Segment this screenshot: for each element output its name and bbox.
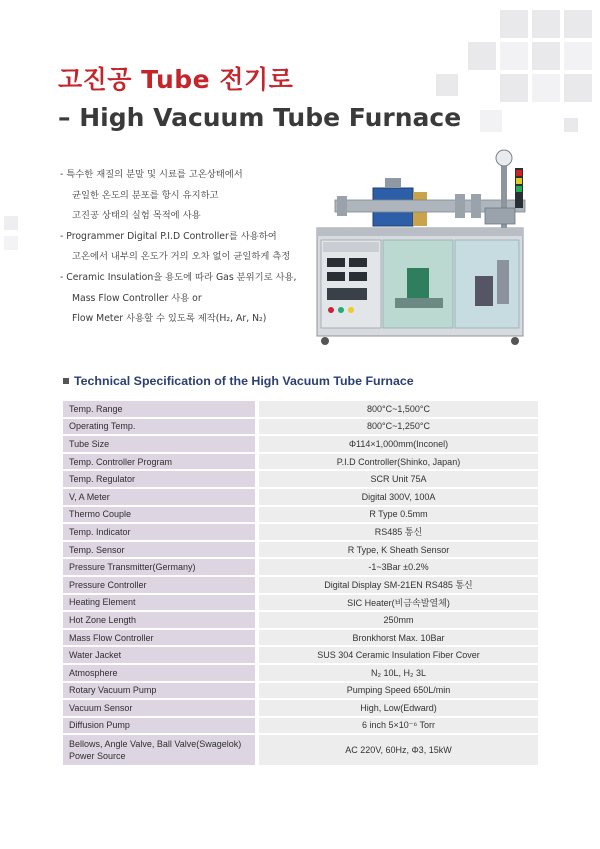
table-row [63, 507, 538, 523]
table-row [63, 595, 538, 611]
table-row [63, 683, 538, 699]
spec-key: Hot Zone Length [63, 612, 255, 628]
spec-value: Bronkhorst Max. 10Bar [255, 630, 538, 646]
spec-value: High, Low(Edward) [255, 700, 538, 716]
spec-key: V, A Meter [63, 489, 255, 505]
spec-key: Heating Element [63, 595, 255, 611]
table-row [63, 471, 538, 487]
feature-item: 고온에서 내부의 온도가 거의 오차 없이 균일하게 측정 [72, 251, 291, 263]
spec-key: Atmosphere [63, 665, 255, 681]
page-title-korean: 고진공 Tube 전기로 [58, 65, 294, 94]
table-row [63, 419, 538, 435]
spec-section-heading [63, 374, 414, 388]
spec-value: 800°C~1,250°C [255, 419, 538, 435]
spec-key: Operating Temp. [63, 419, 255, 435]
feature-item: 균일한 온도의 분포를 항시 유지하고 [72, 189, 219, 201]
feature-list [60, 165, 320, 330]
feature-item: - 특수한 재질의 분말 및 시료를 고온상태에서 [60, 169, 243, 180]
spec-key: Diffusion Pump [63, 718, 255, 734]
spec-key: Temp. Range [63, 401, 255, 417]
table-row [63, 542, 538, 558]
decorative-square-pattern [380, 0, 600, 170]
spec-value: 800°C~1,500°C [255, 401, 538, 417]
table-row [63, 718, 538, 734]
spec-value: SCR Unit 75A [255, 471, 538, 487]
spec-key: Temp. Sensor [63, 542, 255, 558]
spec-key-line: Bellows, Angle Valve, Ball Valve(Swagelok) [69, 739, 242, 750]
spec-key: Pressure Transmitter(Germany) [63, 559, 255, 575]
spec-key: Thermo Couple [63, 507, 255, 523]
spec-key: Temp. Regulator [63, 471, 255, 487]
spec-value: 250mm [255, 612, 538, 628]
table-row [63, 436, 538, 452]
table-row [63, 524, 538, 540]
feature-item: - Programmer Digital P.I.D Controller를 사용하여 [60, 230, 277, 242]
spec-value: P.I.D Controller(Shinko, Japan) [255, 454, 538, 470]
spec-value: N₂ 10L, H₂ 3L [255, 665, 538, 681]
spec-key: Temp. Controller Program [63, 454, 255, 470]
table-row [63, 577, 538, 593]
spec-key: Vacuum Sensor [63, 700, 255, 716]
table-row [63, 665, 538, 681]
spec-value: Digital 300V, 100A [255, 489, 538, 505]
furnace-photo [315, 148, 545, 348]
feature-item: - Ceramic Insulation을 용도에 따라 Gas 분위기로 사용, [60, 271, 297, 283]
table-row [63, 700, 538, 716]
table-row [63, 735, 538, 765]
spec-key-line: Power Source [69, 751, 126, 762]
spec-key: Water Jacket [63, 647, 255, 663]
table-row [63, 647, 538, 663]
table-row [63, 489, 538, 505]
spec-key: Mass Flow Controller [63, 630, 255, 646]
spec-value: R Type, K Sheath Sensor [255, 542, 538, 558]
spec-value: Pumping Speed 650L/min [255, 683, 538, 699]
table-row [63, 612, 538, 628]
spec-value: SIC Heater(비금속발열체) [255, 595, 538, 611]
spec-key: Rotary Vacuum Pump [63, 683, 255, 699]
table-row [63, 630, 538, 646]
feature-item: Mass Flow Controller 사용 or [72, 292, 202, 304]
page-title-english: – High Vacuum Tube Furnace [58, 103, 462, 132]
spec-heading-text: Technical Specification of the High Vacuum Tube Furnace [74, 374, 414, 388]
spec-key: Temp. Indicator [63, 524, 255, 540]
spec-key [63, 735, 255, 765]
spec-value: R Type 0.5mm [255, 507, 538, 523]
table-row [63, 401, 538, 417]
spec-value: SUS 304 Ceramic Insulation Fiber Cover [255, 647, 538, 663]
spec-key: Pressure Controller [63, 577, 255, 593]
decorative-square-pattern-small [0, 210, 40, 270]
spec-value: AC 220V, 60Hz, Φ3, 15kW [255, 735, 538, 765]
heading-bullet-icon [63, 378, 69, 384]
spec-value: Φ114×1,000mm(Inconel) [255, 436, 538, 452]
spec-value: 6 inch 5×10⁻⁶ Torr [255, 718, 538, 734]
spec-value: -1~3Bar ±0.2% [255, 559, 538, 575]
spec-key: Tube Size [63, 436, 255, 452]
spec-table [63, 399, 538, 767]
feature-item: Flow Meter 사용할 수 있도록 제작(H₂, Ar, N₂) [72, 313, 267, 325]
feature-item: 고진공 상태의 실험 목적에 사용 [72, 210, 201, 222]
spec-value: Digital Display SM-21EN RS485 통신 [255, 577, 538, 593]
table-row [63, 454, 538, 470]
spec-value: RS485 통신 [255, 524, 538, 540]
table-row [63, 559, 538, 575]
